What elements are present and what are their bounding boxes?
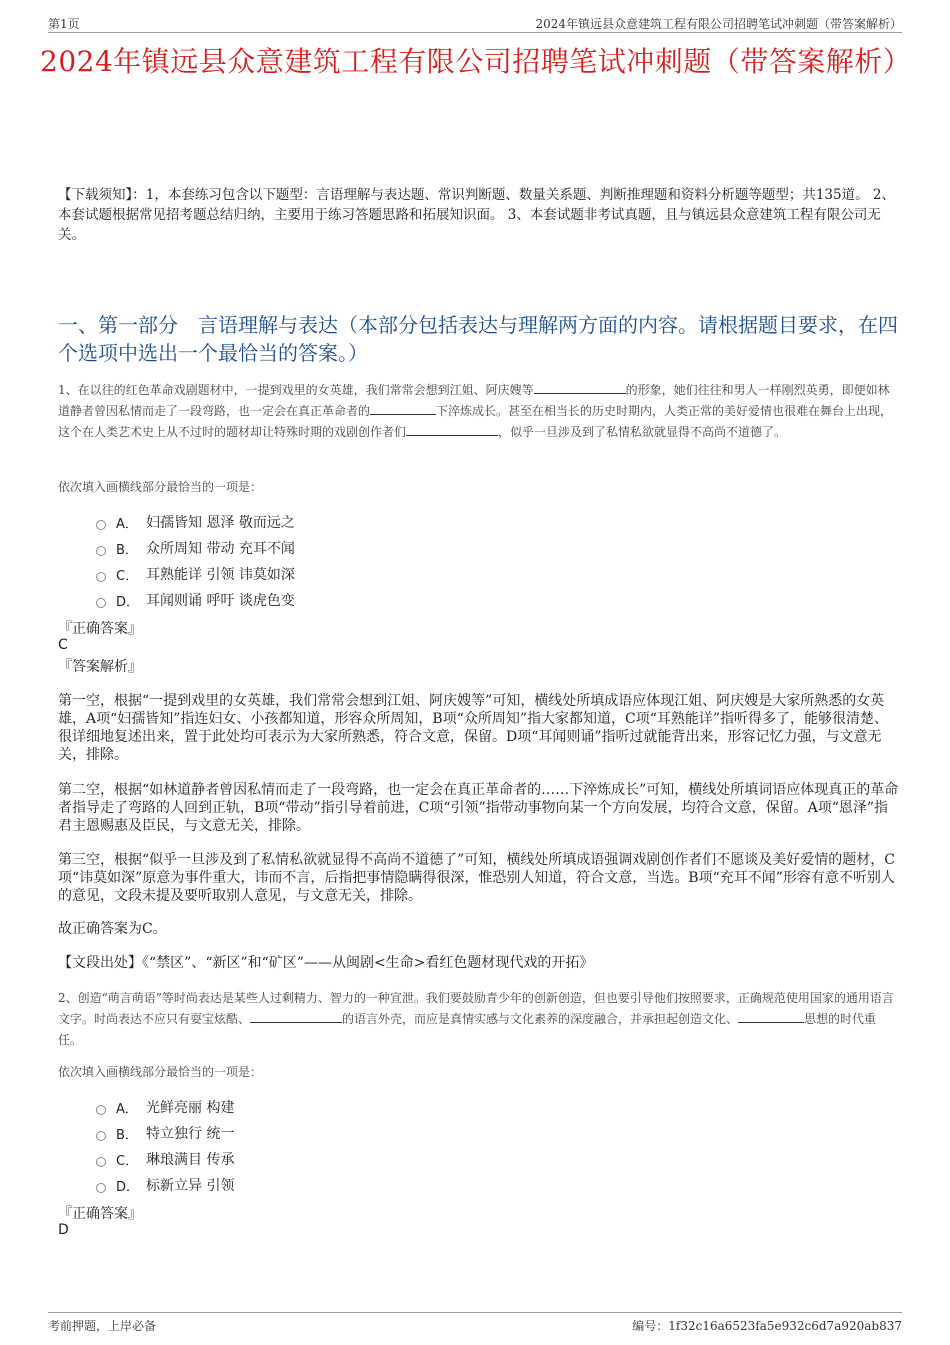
q2-option-a[interactable]: A． 光鲜亮丽 构建	[96, 1094, 234, 1120]
q1-source: 【文段出处】《“禁区”、“新区”和“矿区”——从闽剧<生命>看红色题材现代戏的开拓》	[58, 955, 594, 971]
q1-option-a[interactable]: A． 妇孺皆知 恩泽 敬而远之	[96, 509, 295, 535]
radio-icon[interactable]	[96, 546, 106, 556]
radio-icon[interactable]	[96, 1131, 106, 1141]
q1-option-b[interactable]: B． 众所周知 带动 充耳不闻	[96, 535, 295, 561]
page-footer	[48, 1312, 902, 1335]
q2-blank-1	[250, 1010, 342, 1023]
question-1-stem	[58, 380, 900, 443]
footer-slogan: 考前押题，上岸必备	[48, 1319, 157, 1333]
radio-icon[interactable]	[96, 520, 106, 530]
q2-text-part-2: 的语言外壳，而应是真情实感与文化素养的深度融合，并承担起创造文化、	[342, 1012, 739, 1026]
q2-option-b[interactable]: B． 特立独行 统一	[96, 1120, 234, 1146]
q1-options	[96, 509, 295, 613]
q1-text-part-4: ，似乎一旦涉及到了私情私欲就显得不高尚不道德了。	[498, 425, 787, 439]
section-title: 一、第一部分 言语理解与表达（本部分包括表达与理解两方面的内容。请根据题目要求，在四个选项中选出一个最恰当的答案。）	[58, 313, 898, 365]
q1-blank-2	[370, 402, 436, 415]
q2-answer: D	[58, 1222, 69, 1238]
header-doc-title: 2024年镇远县众意建筑工程有限公司招聘笔试冲刺题（带答案解析）	[535, 17, 902, 31]
page-number: 第1页	[48, 17, 80, 31]
download-notice: 【下载须知】：1，本套练习包含以下题型：言语理解与表达题、常识判断题、数量关系题、判断推理题和资料分析题等题型；共135道。 2、本套试题根据常见招考题总结归纳，主要用于练习答题思路和拓展知识面。 3、本套试题非考试真题，且与镇远县众意建筑工程有限公司无关。	[58, 187, 895, 243]
q2-text-part-1: 2、创造“萌言萌语”等时尚表达是某些人过剩精力、智力的一种宣泄。我们要鼓励青少年的创新创造，但也要引导他们按照要求，正确规范使用国家的通用语言文字。时尚表达不应只有耍宝炫酷、	[58, 991, 894, 1026]
q1-analysis-para-2: 第二空，根据“如林道静者曾因私情而走了一段弯路，也一定会在真正革命者的……下淬炼成长”可知，横线处所填词语应体现真正的革命者指导走了弯路的人回到正轨，B项“带动”指引导着前进，C项“引领”指带动事物向某一个方向发展，均符合文意，保留。A项“恩泽”指君主恩赐惠及臣民，与文意无关，排除。	[58, 782, 899, 834]
page-header	[48, 12, 902, 33]
radio-icon[interactable]	[96, 1157, 106, 1167]
q1-option-c[interactable]: C． 耳熟能详 引领 讳莫如深	[96, 561, 295, 587]
q1-analysis-conclusion: 故正确答案为C。	[58, 921, 167, 937]
q2-option-c[interactable]: C． 琳琅满目 传承	[96, 1146, 234, 1172]
radio-icon[interactable]	[96, 598, 106, 608]
q1-analysis-para-1: 第一空，根据“一提到戏里的女英雄，我们常常会想到江姐、阿庆嫂等”可知，横线处所填成语应体现江姐、阿庆嫂是大家所熟悉的女英雄，A项“妇孺皆知”指连妇女、小孩都知道，形容众所周知，B项“众所周知”指大家都知道，C项“耳熟能详”指听得多了，能够很清楚、很详细地复述出来，置于此处均可表示为大家所熟悉，符合文意，保留。D项“耳闻则诵”指听过就能背出来，形容记忆力强，与文意无关，排除。	[58, 693, 889, 763]
q2-blank-2	[738, 1010, 804, 1023]
radio-icon[interactable]	[96, 1105, 106, 1115]
q1-option-d[interactable]: D． 耳闻则诵 呼吁 谈虎色变	[96, 587, 295, 613]
page-title: 2024年镇远县众意建筑工程有限公司招聘笔试冲刺题（带答案解析）	[40, 45, 912, 78]
q1-analysis-para-3: 第三空，根据“似乎一旦涉及到了私情私欲就显得不高尚不道德了”可知，横线处所填成语强调戏剧创作者们不愿谈及美好爱情的题材，C项“讳莫如深”原意为事件重大，讳而不言，后指把事情隐瞒得很深，惟恐别人知道，符合文意，当选。B项“充耳不闻”形容有意不听别人的意见，文段未提及要听取别人意见，与文意无关，排除。	[58, 852, 896, 904]
q1-blank-1	[534, 381, 626, 394]
q1-analysis-label: 『答案解析』	[58, 659, 142, 675]
q2-text-part-3: 思想的时代重任。	[58, 1012, 877, 1047]
q2-option-d[interactable]: D． 标新立异 引领	[96, 1172, 234, 1198]
q1-answer-label: 『正确答案』	[58, 621, 142, 637]
q1-instruction: 依次填入画横线部分最恰当的一项是：	[58, 480, 263, 494]
radio-icon[interactable]	[96, 1183, 106, 1193]
q2-instruction: 依次填入画横线部分最恰当的一项是：	[58, 1065, 263, 1079]
question-2-stem	[58, 988, 900, 1051]
radio-icon[interactable]	[96, 572, 106, 582]
q1-text-part-2: 的形象，她们往往和男人一样刚烈英勇，即便如林道静者曾因私情而走了一段弯路，也一定会在真正革命者的	[58, 383, 890, 418]
q1-blank-3	[406, 423, 498, 436]
q2-options	[96, 1094, 234, 1198]
q1-text-part-1: 1、在以往的红色革命戏剧题材中，一提到戏里的女英雄，我们常常会想到江姐、阿庆嫂等	[58, 383, 534, 397]
footer-doc-id: 编号：1f32c16a6523fa5e932c6d7a920ab837	[632, 1319, 902, 1333]
q1-answer: C	[58, 637, 68, 653]
q2-answer-label: 『正确答案』	[58, 1206, 142, 1222]
q1-text-part-3: 下淬炼成长。甚至在相当长的历史时期内，人类正常的美好爱情也很难在舞台上出现，这个在人类艺术史上从不过时的题材却让特殊时期的戏剧创作者们	[58, 404, 893, 439]
